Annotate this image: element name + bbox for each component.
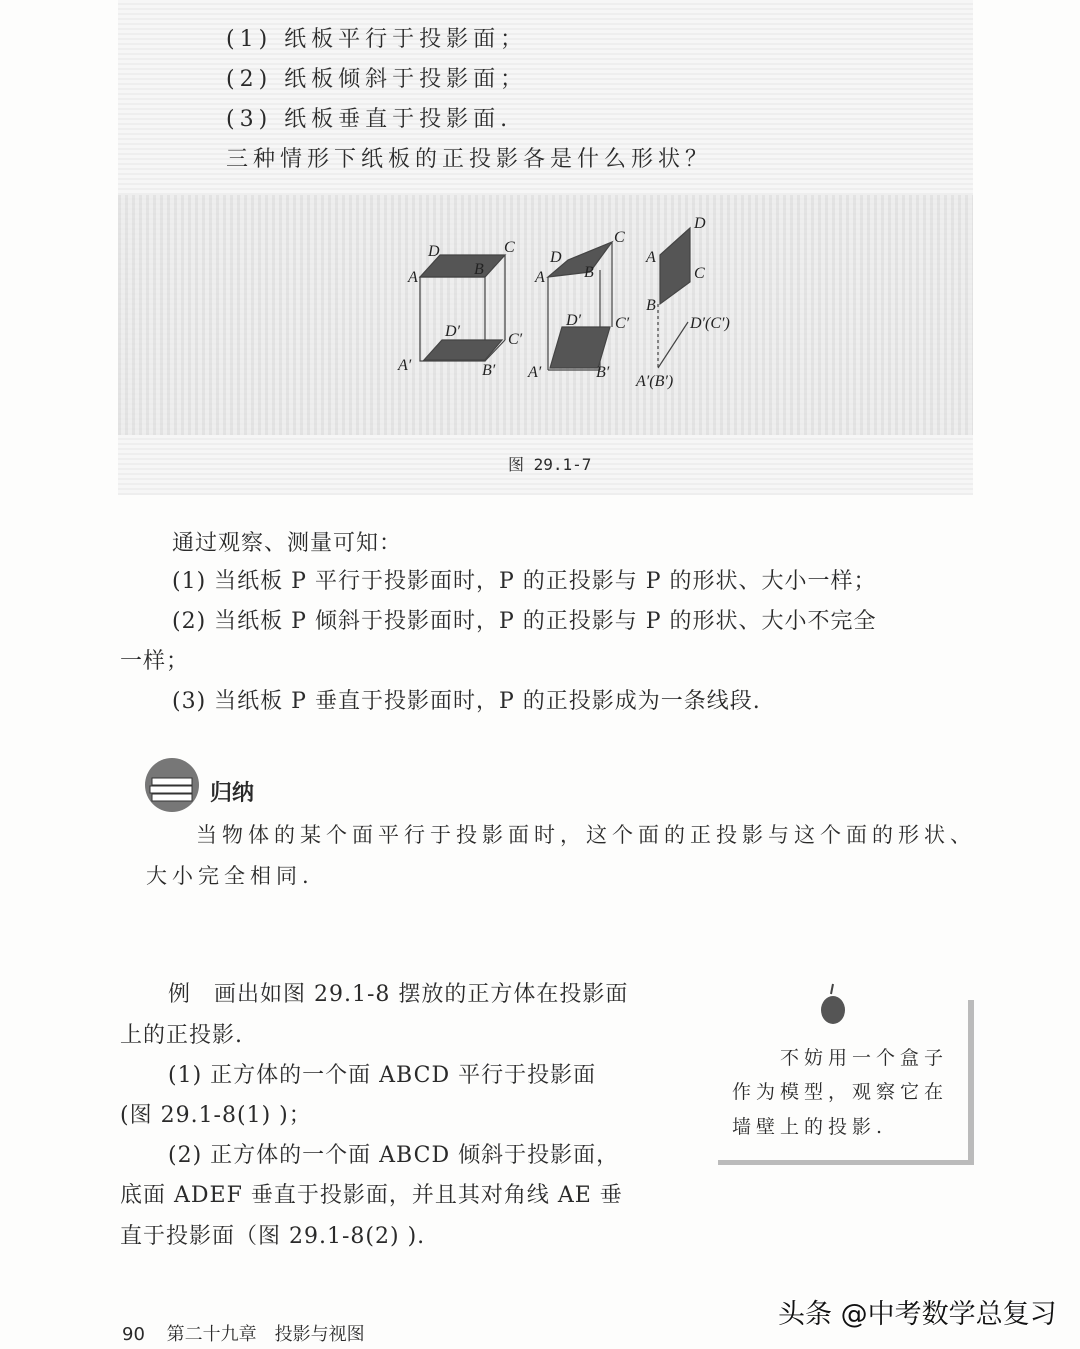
summary-line-1: 当物体的某个面平行于投影面时，这个面的正投影与这个面的形状、 — [196, 823, 976, 847]
observation-intro: 通过观察、测量可知： — [172, 531, 403, 556]
example-line-6: 底面 ADEF 垂直于投影面，并且其对角线 AE 垂 — [120, 1183, 623, 1208]
label: D′ — [445, 323, 461, 340]
example-line-2: 上的正投影. — [120, 1023, 243, 1048]
label: D — [550, 249, 562, 266]
label: C — [694, 265, 705, 282]
watermark: 头条 @中考数学总复习 — [778, 1299, 1057, 1330]
summary-heading: 归纳 — [210, 781, 255, 806]
label: B′ — [596, 364, 610, 381]
figure-29-1-7 — [390, 210, 750, 390]
label: B — [584, 264, 594, 281]
bottom-face-2 — [550, 327, 610, 368]
example-line-4: (图 29.1-8(1) )； — [120, 1103, 312, 1128]
question-text: 三种情形下纸板的正投影各是什么形状？ — [226, 147, 713, 172]
label: B — [646, 297, 656, 314]
label: C — [614, 229, 625, 246]
label: A — [535, 269, 545, 286]
question-item-1: (1) 纸板平行于投影面； — [226, 27, 528, 52]
example-line-7: 直于投影面（图 29.1-8(2) ). — [120, 1224, 426, 1249]
books-icon — [144, 756, 200, 814]
summary-line-2: 大小完全相同. — [146, 864, 314, 888]
observation-line-2-cont: 一样； — [120, 649, 190, 674]
label: A′(B′) — [636, 373, 674, 390]
label: D′(C′) — [690, 315, 730, 332]
label: A — [408, 269, 418, 286]
example-line-3: (1) 正方体的一个面 ABCD 平行于投影面 — [168, 1063, 597, 1088]
label: C′ — [508, 331, 523, 348]
bottom-face-1 — [424, 340, 502, 360]
label: D — [694, 215, 706, 232]
note-line-1: 不妨用一个盒子 — [780, 1047, 949, 1069]
chapter-title: 第二十九章 投影与视图 — [166, 1324, 365, 1345]
label: C — [504, 239, 515, 256]
note-line-3: 墙壁上的投影. — [732, 1116, 888, 1138]
note-line-2: 作为模型，观察它在 — [732, 1081, 949, 1103]
page-footer — [122, 1320, 365, 1346]
example-line-5: (2) 正方体的一个面 ABCD 倾斜于投影面， — [168, 1143, 620, 1168]
label: B′ — [482, 362, 496, 379]
observation-line-3: (3) 当纸板 P 垂直于投影面时，P 的正投影成为一条线段. — [172, 689, 761, 714]
label: A′ — [528, 364, 542, 381]
sidebar-note-box — [718, 1000, 974, 1165]
label: D — [428, 243, 440, 260]
label: D′ — [566, 312, 582, 329]
vertical-face-3 — [660, 228, 690, 304]
label: A′ — [398, 357, 412, 374]
label: A — [646, 249, 656, 266]
label: B — [474, 261, 484, 278]
label: C′ — [615, 315, 630, 332]
figure-caption: 图 29.1-7 — [508, 455, 592, 474]
example-line-1: 例 画出如图 29.1-8 摆放的正方体在投影面 — [168, 982, 629, 1007]
observation-line-1: (1) 当纸板 P 平行于投影面时，P 的正投影与 P 的形状、大小一样； — [172, 569, 877, 594]
page-number: 90 — [122, 1324, 145, 1345]
pear-icon — [818, 982, 848, 1026]
observation-line-2: (2) 当纸板 P 倾斜于投影面时，P 的正投影与 P 的形状、大小不完全 — [172, 609, 877, 634]
question-item-2: (2) 纸板倾斜于投影面； — [226, 67, 528, 92]
question-item-3: (3) 纸板垂直于投影面. — [226, 107, 513, 132]
